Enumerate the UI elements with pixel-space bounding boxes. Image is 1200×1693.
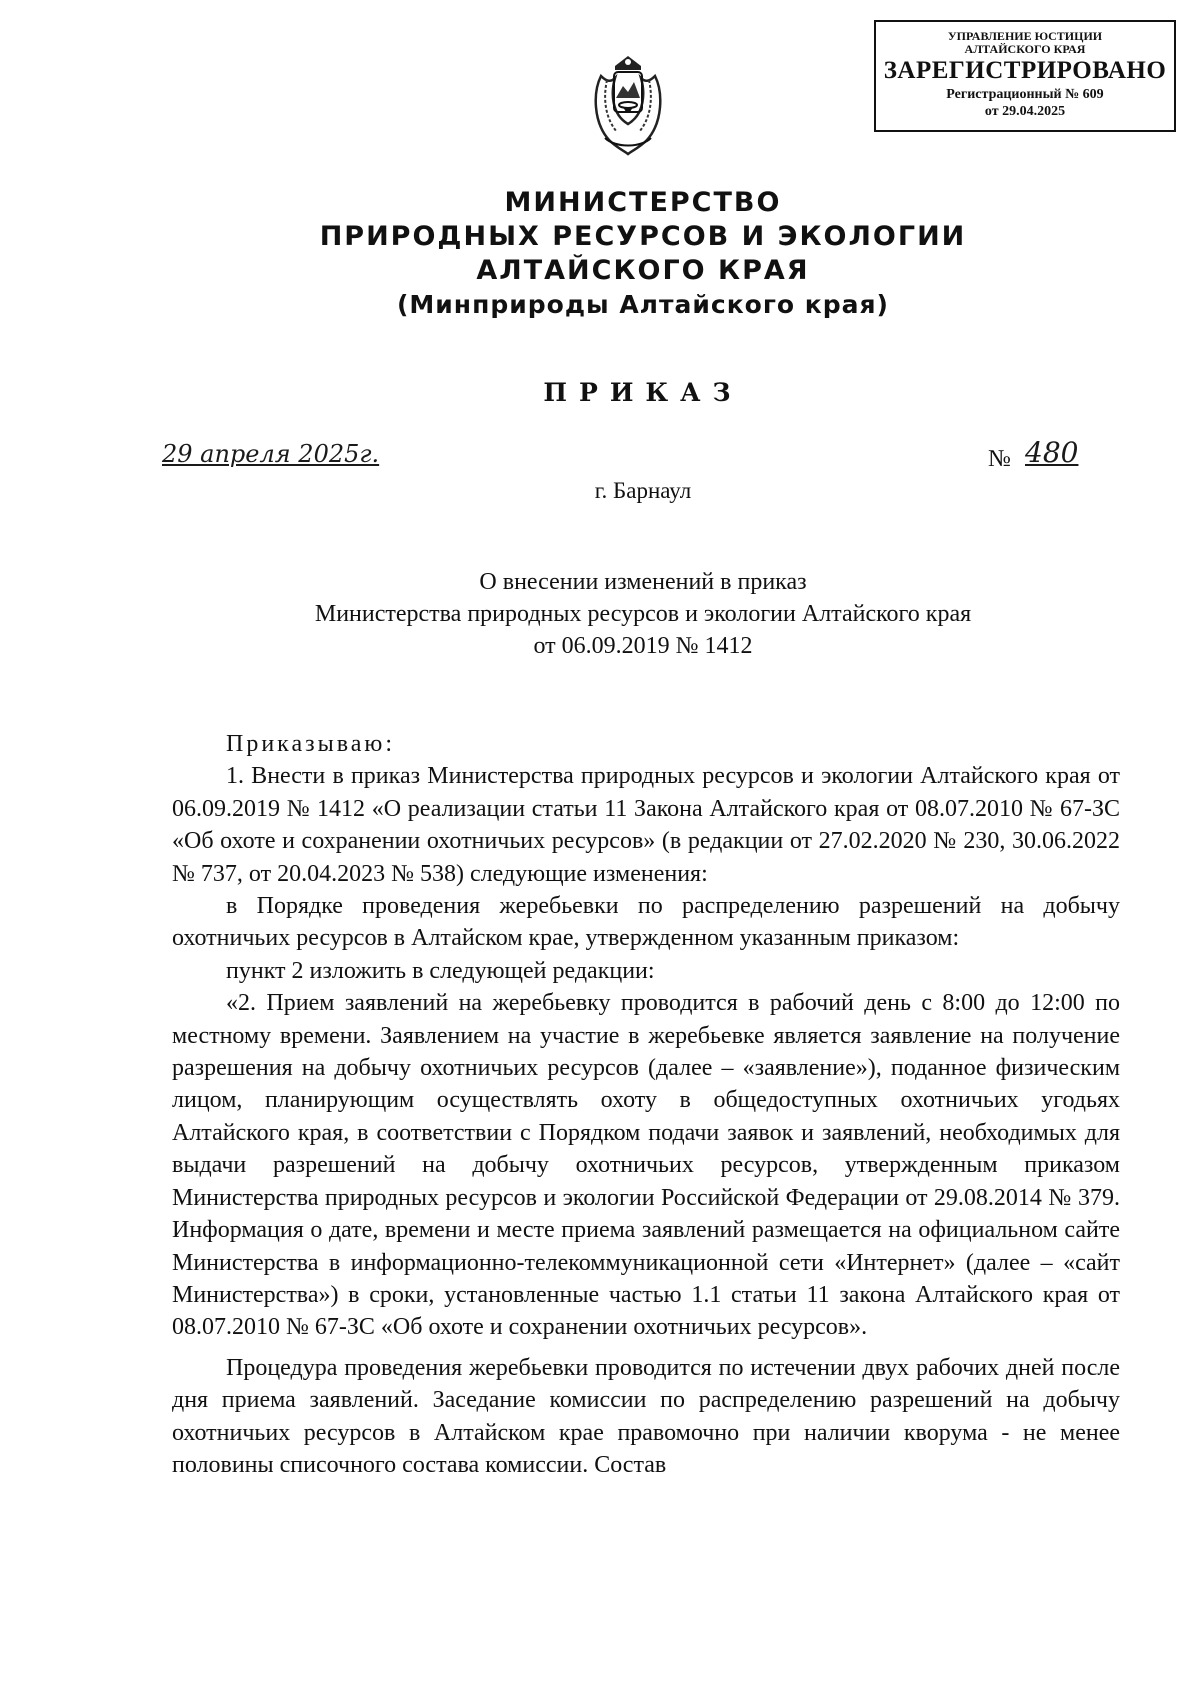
body-paragraph-5: Процедура проведения жеребьевки проводится по истечении двух рабочих дней после дня приема заявлений. Заседание комиссии по распределению разрешений на добычу охотничьих ресурсов в Алтайском крае правомочно при наличии кворума - не менее половины списочного состава комиссии. Состав — [172, 1354, 1120, 1478]
stamp-agency-line1: УПРАВЛЕНИЕ ЮСТИЦИИ — [947, 29, 1103, 43]
stamp-status: ЗАРЕГИСТРИРОВАНО — [883, 57, 1167, 84]
order-city: г. Барнаул — [594, 478, 692, 503]
body-paragraph-4: «2. Прием заявлений на жеребьевку проводится в рабочий день с 8:00 до 12:00 по местному времени. Заявлением на участие в жеребьевке является заявление на получение разрешения на добычу охотничьих ресурсов (далее – «заявление»), поданное физическим лицом, планирующим осуществлять охоту в общедоступных охотничьих угодьях Алтайского края, в соответствии с Порядком подачи заявок и заявлений, необходимых для выдачи разрешений на добычу охотничьих ресурсов, утвержденным приказом Министерства природных ресурсов и экологии Российской Федерации от 29.08.2014 № 379. Информация о дате, времени и месте приема заявлений размещается на официальном сайте Министерства в информационно-телекоммуникационной сети «Интернет» (далее – «сайт Министерства») в сроки, установленные частью 1.1 статьи 11 закона Алтайского края от 08.07.2010 № 67-ЗС «Об охоте и сохранении охотничьих ресурсов». — [172, 990, 1120, 1341]
order-date-handwritten: 29 апреля 2025г. — [162, 440, 380, 468]
ministry-short-name: (Минприроды Алтайского края) — [396, 290, 889, 319]
stamp-reg-number: Регистрационный № 609 — [946, 87, 1104, 102]
ministry-header-line2: ПРИРОДНЫХ РЕСУРСОВ И ЭКОЛОГИИ — [319, 221, 967, 252]
body-paragraph-2: в Порядке проведения жеребьевки по распределению разрешений на добычу охотничьих ресурсов в Алтайском крае, утвержденном указанным приказом: — [172, 893, 1120, 952]
ministry-header-line3: АЛТАЙСКОГО КРАЯ — [476, 255, 810, 286]
registration-stamp — [874, 20, 1176, 132]
subject-line2: Министерства природных ресурсов и экологии Алтайского края — [314, 601, 972, 627]
order-title: ПРИКАЗ — [543, 378, 743, 407]
order-body — [172, 728, 1120, 1481]
stamp-reg-date: от 29.04.2025 — [984, 104, 1066, 119]
stamp-agency-line2: АЛТАЙСКОГО КРАЯ — [964, 42, 1086, 56]
altai-coat-of-arms-icon — [587, 52, 669, 156]
ministry-header — [0, 186, 1200, 322]
body-paragraph-order-word: Приказываю: — [226, 731, 395, 757]
order-number-label: № — [988, 446, 1011, 472]
body-paragraph-1: 1. Внести в приказ Министерства природных ресурсов и экологии Алтайского края от 06.09.2019 № 1412 «О реализации статьи 11 Закона Алтайского края от 08.07.2010 № 67-ЗС «Об охоте и сохранении охотничьих ресурсов» (в редакции от 27.02.2020 № 230, 30.06.2022 № 737, от 20.04.2023 № 538) следующие изменения: — [172, 763, 1120, 887]
order-subject — [0, 566, 1200, 662]
ministry-header-line1: МИНИСТЕРСТВО — [504, 187, 782, 218]
subject-line3: от 06.09.2019 № 1412 — [533, 633, 753, 659]
body-paragraph-3: пункт 2 изложить в следующей редакции: — [226, 957, 655, 984]
subject-line1: О внесении изменений в приказ — [479, 569, 807, 595]
order-number-handwritten: 480 — [1025, 436, 1079, 469]
